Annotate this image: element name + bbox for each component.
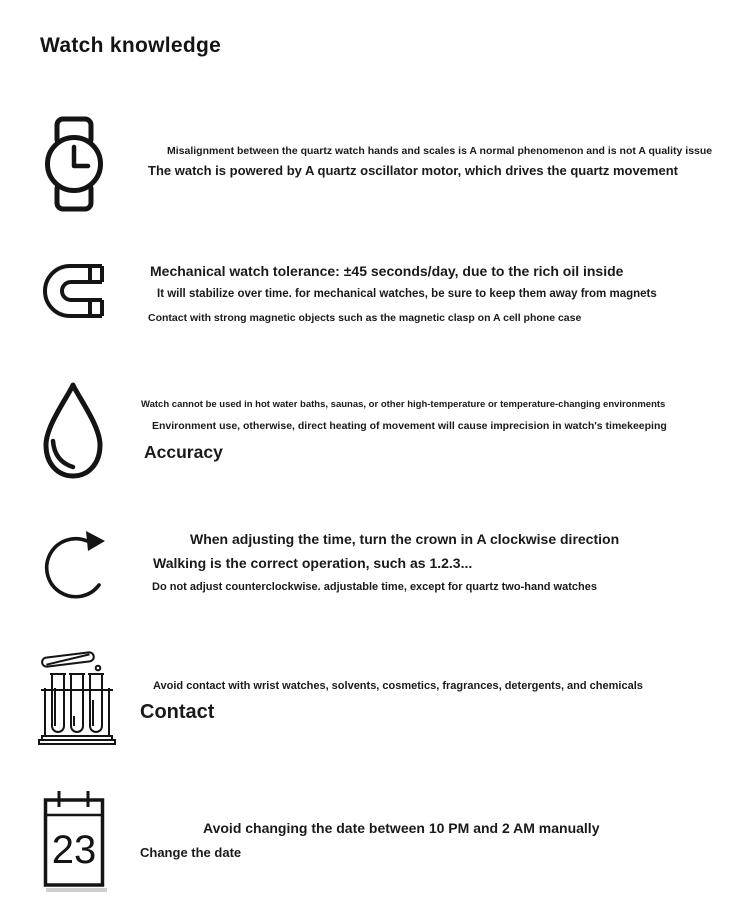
calendar-day: 23 bbox=[51, 828, 97, 872]
magnet-section-main-text: Mechanical watch tolerance: ±45 seconds/day, due to the rich oil inside bbox=[150, 263, 624, 279]
magnet-icon bbox=[42, 262, 104, 322]
page-title: Watch knowledge bbox=[40, 34, 222, 57]
magnet-section-sub-text: It will stabilize over time. for mechanical watches, be sure to keep them away from magnets bbox=[157, 288, 657, 300]
watch-section-main-text: The watch is powered by A quartz oscillator motor, which drives the quartz movement bbox=[148, 163, 678, 178]
test-tubes-icon bbox=[38, 648, 116, 746]
adjustment-section-main-text: When adjusting the time, turn the crown in A clockwise direction bbox=[190, 531, 620, 547]
magnet-section-note: Contact with strong magnetic objects such as the magnetic clasp on A cell phone case bbox=[148, 312, 582, 324]
contact-section-heading: Contact bbox=[140, 701, 215, 723]
calendar-shadow bbox=[46, 888, 107, 892]
watch-section-note: Misalignment between the quartz watch hands and scales is A normal phenomenon and is not A quality issue bbox=[167, 145, 713, 157]
adjustment-section-note: Do not adjust counterclockwise. adjustable time, except for quartz two-hand watches bbox=[152, 581, 597, 593]
clockwise-arrow-icon bbox=[42, 524, 108, 604]
contact-section-main-text: Avoid contact with wrist watches, solvents, cosmetics, fragrances, detergents, and chemicals bbox=[153, 680, 643, 692]
date-section-heading: Change the date bbox=[140, 845, 242, 860]
accuracy-section-sub-text: Environment use, otherwise, direct heating of movement will cause imprecision in watch's timekeeping bbox=[152, 420, 667, 432]
accuracy-section-note: Watch cannot be used in hot water baths, saunas, or other high-temperature or temperature-changing environments bbox=[141, 399, 666, 410]
water-drop-icon bbox=[41, 381, 105, 480]
date-section-main-text: Avoid changing the date between 10 PM and 2 AM manually bbox=[203, 820, 600, 836]
wristwatch-icon bbox=[42, 116, 106, 212]
accuracy-section-heading: Accuracy bbox=[144, 442, 223, 462]
adjustment-section-sub-text: Walking is the correct operation, such as 1.2.3... bbox=[153, 555, 473, 571]
